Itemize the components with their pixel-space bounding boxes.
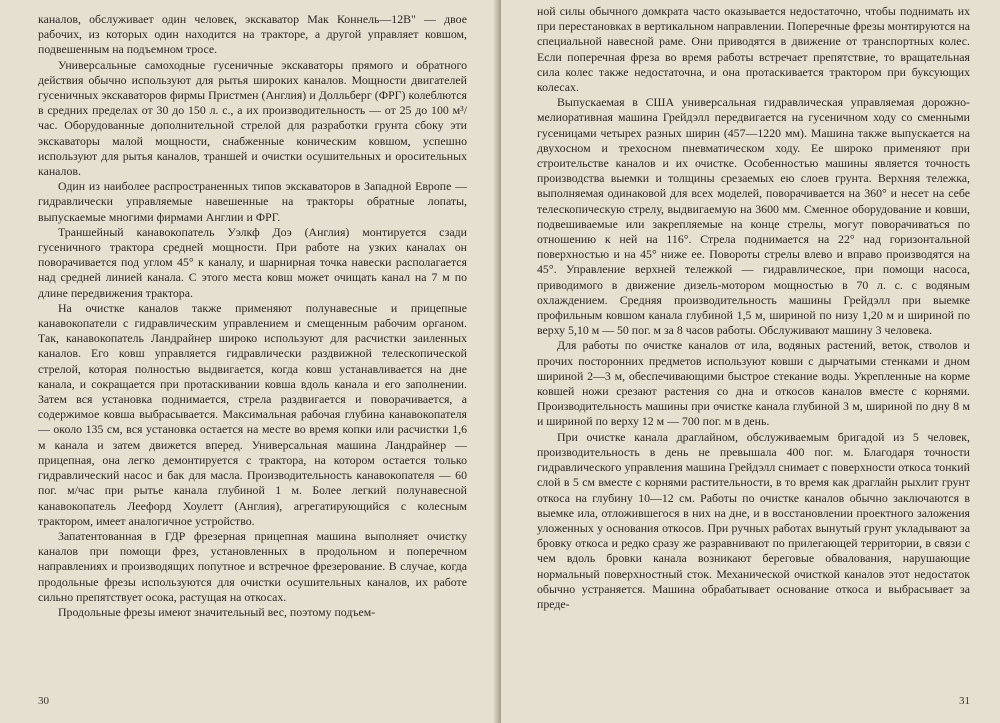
paragraph: На очистке каналов также применяют полунавесные и прицепные канавокопатели с гидравлическим управлением и смещенным рабочим органом. Так, канавокопатель Ландрайнер широко используют для расчистки заиленных каналов. Его ковш управляется гидравлически раздвижной телескопической стрелой, которая полностью выдвигается, когда ковш устанавливается на дне канала, и сокращается при протаскивании ковша вдоль канала и его заполнении. Затем вся установка поднимается, стрела раздвигается и поворачивается, а содержимое ковша выбрасывается. Максимальная рабочая глубина канавокопателя — около 135 см, вся установка остается на месте во время копки или расчистки 1,6 м канала и затем движется вперед. Универсальная машина Ландрайнер — прицепная, она легко демонтируется с трактора, на котором остается только гидравлический насос и бак для масла. Производительность канавокопателя — 60 пог. м/час при рытье канала глубиной 1 м. Более легкий полунавесной канавокопатель Леефорд Хоулетт (Англия), агрегатирующийся с колесным трактором, имеет аналогичное устройство. [38,300,467,528]
paragraph: Один из наиболее распространенных типов экскаваторов в Западной Европе — гидравлически управляемые навешенные на тракторы обратные лопаты, выпускаемые многими фирмами Англии и ФРГ. [38,179,467,224]
paragraph: Универсальные самоходные гусеничные экскаваторы прямого и обратного действия обычно используют для рытья широких каналов. Мощности двигателей гусеничных экскаваторов фирмы Пристмен (Англия) и Долльберг (ФРГ) колеблются в средних пределах от 30 до 150 л. с., а их производительность — от 25 до 100 м³/час. Оборудованные дополнительной стрелой для разработки грунта сбоку эти экскаваторы малой мощности, снабженные коническим ковшом, успешно используют для рытья каналов, траншей и очистки осушительных и оросительных каналов. [38,57,467,179]
right-page [501,0,1000,723]
paragraph: При очистке канала драглайном, обслуживаемым бригадой из 5 человек, производительность в день не превышала 400 пог. м. Благодаря точности гидравлического управления машина Грейдэлл снимает с поверхности откоса тонкий слой в 5 см вместе с корнями растительности, в то время как драглайн рыхлит грунт откоса на глубину 10—12 см. Работы по очистке каналов обычно заключаются в выемке ила, отложившегося в них на дне, и в восстановлении проектного заложения уложенных у основания откосов. При ручных работах вынутый грунт укладывают за бровку откоса и редко сразу же разравнивают по прилегающей территории, в связи с чем вдоль бровки канала возникают береговые обвалования, нарушающие нормальный поверхностный сток. Механической очисткой каналов этот недостаток обычно устраняется. Машина обрабатывает основание откоса и выбрасывает за преде- [537,429,970,611]
page-number: 31 [959,694,970,707]
paragraph: ной силы обычного домкрата часто оказывается недостаточно, чтобы поднимать их при перестановках в вертикальном направлении. Поперечные фрезы монтируются на специальной навесной раме. Они приводятся в движение от транспортных колес. Если поперечная фреза во время работы встречает препятствие, то вращательная сила колес также недостаточна, и она протаскивается трактором при буксующих колесах. [537,4,970,95]
paragraph: каналов, обслуживает один человек, экскаватор Мак Коннель—12В" — двое рабочих, из которых один находится на тракторе, а другой управляет ковшом, подвешенным на подъемном тросе. [38,12,467,57]
paragraph: Выпускаемая в США универсальная гидравлическая управляемая дорожно-мелиоративная машина Грейдэлл передвигается на гусеничном ходу со сменными гусеницами четырех разных ширин (457—1220 мм). Машина также выпускается на двухосном и трехосном пневматическом ходу. Ее широко применяют при строительстве каналов и их очистке. Особенностью машины является точность производства выемки и толщины срезаемых ею слоев грунта. Верхняя тележка, выполняемая одинаковой для всех моделей, поворачивается на 360° и несет на себе телескопическую стрелу, выдвигаемую на 3600 мм. Сменное оборудование и ковши, подвешиваемые или закрепляемые на конце стрелы, могут поворачиваться по отношению к ней на 116°. Стрела поднимается на 22° над горизонтальной поверхностью и на 45° ниже ее. Повороты стрелы влево и вправо производятся на 45°. Управление верхней тележкой — гидравлическое, при помощи насоса, приводимого в движение дизель-мотором мощностью в 70 л. с. с водяным охлаждением. Средняя производительность машины Грейдэлл при выемке профильным ковшом канала глубиной 1,5 м, шириной по низу 1,20 м и шириной по верху 5,10 м — 50 пог. м за 8 часов работы. Обслуживают машину 3 человека. [537,95,970,338]
paragraph: Траншейный канавокопатель Уэлкф Доэ (Англия) монтируется сзади гусеничного трактора средней мощности. При работе на узких каналах он поворачивается под углом 45° к каналу, и шарнирная точка навески располагается над средней линией канала. С этого места ковш может очищать канал на 7 м по длине передвижения трактора. [38,224,467,300]
page-number: 30 [38,694,49,707]
paragraph: Для работы по очистке каналов от ила, водяных растений, веток, стволов и прочих посторонних предметов используют ковши с дырчатыми стенками и дном шириной 2—3 м, обеспечивающими быстрое стекание воды. Укрепленные на корме ковшей ножи срезают растения со дна и откосов каналов вместе с корнями. Производительность машины при очистке канала глубиной 3 м, шириной по дну 8 м и шириной по верху 12 м — 700 пог. м в день. [537,338,970,429]
paragraph: Продольные фрезы имеют значительный вес, поэтому подъем- [58,604,376,619]
paragraph: Запатентованная в ГДР фрезерная прицепная машина выполняет очистку каналов при помощи фрез, установленных в продольном и поперечном направлениях и производящих попутное и встречное фрезерование. В случае, когда продольные фрезы используются для очистки осушительных каналов, их работе сильно препятствует осока, растущая на откосах. [38,528,467,604]
left-page [0,0,497,723]
